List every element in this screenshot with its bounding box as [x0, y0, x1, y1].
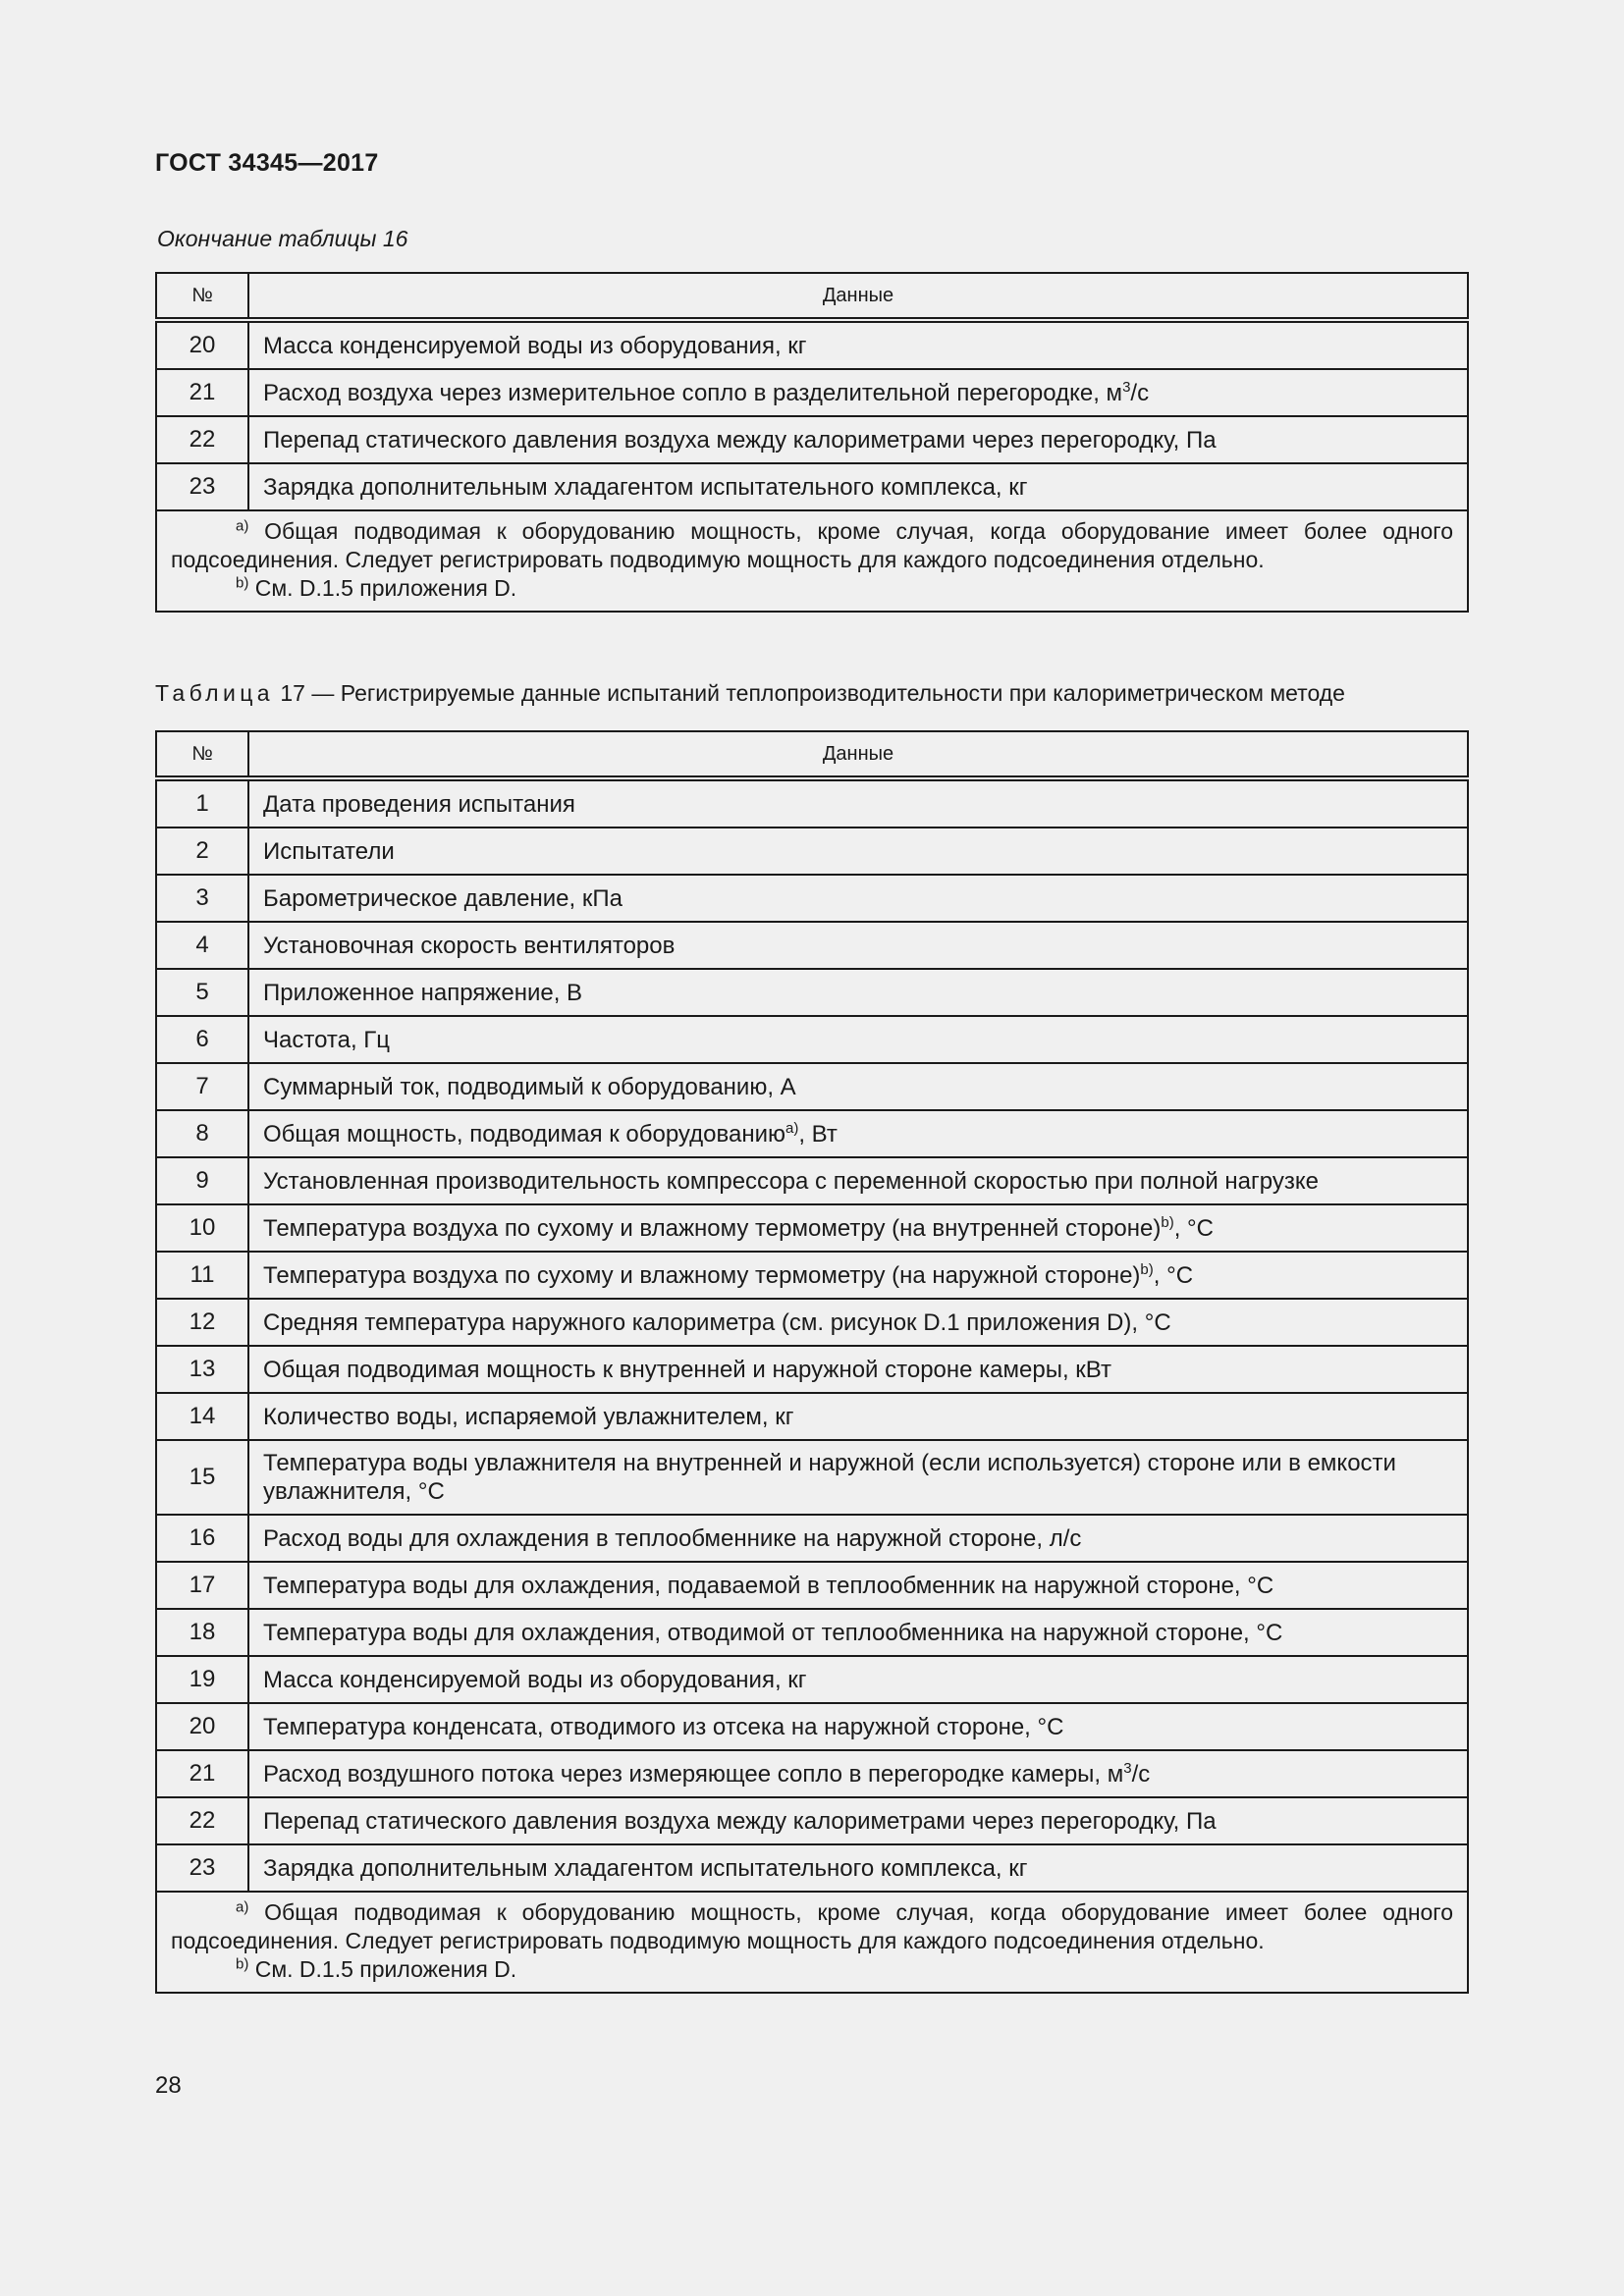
- table-16-continuation-label: Окончание таблицы 16: [157, 226, 408, 251]
- row-number: 2: [156, 828, 248, 875]
- table-row: [156, 828, 1468, 875]
- footnote-a: [171, 1898, 1453, 1955]
- table-row: [156, 875, 1468, 922]
- row-number: 17: [156, 1562, 248, 1609]
- row-text: Перепад статического давления воздуха между калориметрами через перегородку, Па: [263, 1807, 1217, 1835]
- table-row: [156, 463, 1468, 510]
- row-number: 4: [156, 922, 248, 969]
- row-description: [248, 778, 1468, 828]
- row-number: 22: [156, 416, 248, 463]
- row-number: 10: [156, 1204, 248, 1252]
- row-description: [248, 1346, 1468, 1393]
- row-text: Установочная скорость вентиляторов: [263, 932, 676, 959]
- table-row: [156, 1110, 1468, 1157]
- row-description: [248, 1299, 1468, 1346]
- table-17-caption-word: Таблица: [155, 680, 274, 706]
- footnote-b-mark: b): [236, 1955, 249, 1973]
- table-notes-row: [156, 1892, 1468, 1993]
- row-number: 3: [156, 875, 248, 922]
- row-description: [248, 922, 1468, 969]
- row-description: [248, 828, 1468, 875]
- table-header-row: [156, 273, 1468, 320]
- row-text-suffix: , °С: [1173, 1214, 1214, 1242]
- column-header-data: Данные: [248, 273, 1468, 320]
- footnote-b-text: См. D.1.5 приложения D.: [248, 575, 517, 601]
- row-number: 22: [156, 1797, 248, 1844]
- row-description: [248, 1440, 1468, 1515]
- row-number: 19: [156, 1656, 248, 1703]
- table-row: [156, 1157, 1468, 1204]
- table-notes: [156, 1892, 1468, 1993]
- row-text: Температура конденсата, отводимого из отсека на наружной стороне, °С: [263, 1713, 1064, 1740]
- row-description: [248, 969, 1468, 1016]
- table-row: [156, 1703, 1468, 1750]
- table-row: [156, 320, 1468, 369]
- row-number: 23: [156, 463, 248, 510]
- row-text-suffix: /с: [1131, 1760, 1151, 1788]
- table-row: [156, 1562, 1468, 1609]
- row-text-suffix: , °С: [1153, 1261, 1194, 1289]
- row-number: 16: [156, 1515, 248, 1562]
- table-row: [156, 1797, 1468, 1844]
- row-description: [248, 1703, 1468, 1750]
- row-text: Общая мощность, подводимая к оборудованию: [263, 1120, 785, 1148]
- footnote-b-text: См. D.1.5 приложения D.: [248, 1956, 517, 1982]
- row-number: 12: [156, 1299, 248, 1346]
- table-row: [156, 1299, 1468, 1346]
- column-header-number: №: [156, 731, 248, 778]
- row-description: [248, 416, 1468, 463]
- table-17-caption-title: 17 — Регистрируемые данные испытаний теплопроизводительности при калориметрическом методе: [273, 680, 1345, 706]
- table-row: [156, 1252, 1468, 1299]
- row-text: Средняя температура наружного калориметра (см. рисунок D.1 приложения D), °С: [263, 1308, 1171, 1336]
- row-text: Испытатели: [263, 837, 395, 865]
- row-superscript: b): [1161, 1213, 1174, 1231]
- footnote-b: [171, 574, 1453, 603]
- column-header-data: Данные: [248, 731, 1468, 778]
- table-row: [156, 1063, 1468, 1110]
- row-superscript: 3: [1122, 378, 1131, 396]
- row-text-suffix: /с: [1130, 379, 1150, 406]
- row-text: Общая подводимая мощность к внутренней и наружной стороне камеры, кВт: [263, 1356, 1112, 1383]
- table-row: [156, 1440, 1468, 1515]
- row-description: [248, 1252, 1468, 1299]
- row-number: 8: [156, 1110, 248, 1157]
- row-number: 11: [156, 1252, 248, 1299]
- footnote-b-mark: b): [236, 574, 249, 592]
- row-description: [248, 320, 1468, 369]
- table-row: [156, 1204, 1468, 1252]
- footnote-b: [171, 1955, 1453, 1984]
- row-description: [248, 1656, 1468, 1703]
- row-text: Расход воздушного потока через измеряющее сопло в перегородке камеры, м: [263, 1760, 1124, 1788]
- table-row: [156, 922, 1468, 969]
- row-description: [248, 463, 1468, 510]
- row-number: 21: [156, 369, 248, 416]
- row-description: [248, 875, 1468, 922]
- row-text: Перепад статического давления воздуха между калориметрами через перегородку, Па: [263, 426, 1217, 454]
- footnote-a-mark: a): [236, 517, 249, 535]
- row-description: [248, 1844, 1468, 1892]
- row-text: Приложенное напряжение, В: [263, 979, 583, 1006]
- row-number: 15: [156, 1440, 248, 1515]
- row-number: 9: [156, 1157, 248, 1204]
- row-description: [248, 369, 1468, 416]
- page-number: 28: [155, 2072, 182, 2099]
- table-row: [156, 1393, 1468, 1440]
- row-description: [248, 1515, 1468, 1562]
- row-text: Зарядка дополнительным хладагентом испытательного комплекса, кг: [263, 473, 1028, 501]
- row-text: Расход воздуха через измерительное сопло в разделительной перегородке, м: [263, 379, 1123, 406]
- table-row: [156, 369, 1468, 416]
- row-text: Дата проведения испытания: [263, 790, 575, 818]
- table-16: [155, 272, 1469, 613]
- row-description: [248, 1797, 1468, 1844]
- table-row: [156, 1346, 1468, 1393]
- row-description: [248, 1750, 1468, 1797]
- footnote-a-text: Общая подводимая к оборудованию мощность, кроме случая, когда оборудование имеет более одного подсоединения. Следует регистрировать подводимую мощность для каждого подсоединения отдельно.: [171, 518, 1453, 572]
- row-number: 7: [156, 1063, 248, 1110]
- table-row: [156, 1656, 1468, 1703]
- row-description: [248, 1609, 1468, 1656]
- footnote-a: [171, 517, 1453, 574]
- row-text: Масса конденсируемой воды из оборудования, кг: [263, 1666, 807, 1693]
- row-text: Расход воды для охлаждения в теплообменнике на наружной стороне, л/с: [263, 1524, 1082, 1552]
- row-number: 5: [156, 969, 248, 1016]
- table-row: [156, 1844, 1468, 1892]
- table-row: [156, 778, 1468, 828]
- table-row: [156, 416, 1468, 463]
- table-row: [156, 969, 1468, 1016]
- row-superscript: b): [1140, 1260, 1154, 1278]
- row-number: 14: [156, 1393, 248, 1440]
- table-notes-row: [156, 510, 1468, 612]
- table-notes: [156, 510, 1468, 612]
- row-text: Температура воды для охлаждения, отводимой от теплообменника на наружной стороне, °С: [263, 1619, 1283, 1646]
- table-row: [156, 1609, 1468, 1656]
- row-number: 20: [156, 1703, 248, 1750]
- row-description: [248, 1063, 1468, 1110]
- row-number: 13: [156, 1346, 248, 1393]
- column-header-number: №: [156, 273, 248, 320]
- footnote-a-text: Общая подводимая к оборудованию мощность, кроме случая, когда оборудование имеет более одного подсоединения. Следует регистрировать подводимую мощность для каждого подсоединения отдельно.: [171, 1899, 1453, 1953]
- row-superscript: a): [785, 1119, 799, 1137]
- row-number: 6: [156, 1016, 248, 1063]
- row-text: Температура воздуха по сухому и влажному термометру (на внутренней стороне): [263, 1214, 1162, 1242]
- document-id: ГОСТ 34345—2017: [155, 149, 379, 177]
- row-superscript: 3: [1123, 1759, 1132, 1777]
- row-text-suffix: , Вт: [798, 1120, 838, 1148]
- row-number: 1: [156, 778, 248, 828]
- row-text: Температура воды для охлаждения, подаваемой в теплообменник на наружной стороне, °С: [263, 1572, 1274, 1599]
- row-description: [248, 1204, 1468, 1252]
- row-description: [248, 1562, 1468, 1609]
- table-row: [156, 1750, 1468, 1797]
- row-text: Масса конденсируемой воды из оборудования, кг: [263, 332, 807, 359]
- row-text: Зарядка дополнительным хладагентом испытательного комплекса, кг: [263, 1854, 1028, 1882]
- table-17-caption: [155, 680, 1345, 707]
- row-number: 18: [156, 1609, 248, 1656]
- table-header-row: [156, 731, 1468, 778]
- table-row: [156, 1016, 1468, 1063]
- row-description: [248, 1016, 1468, 1063]
- table-17: [155, 730, 1469, 1994]
- row-text: Установленная производительность компрессора с переменной скоростью при полной нагрузке: [263, 1167, 1319, 1195]
- row-description: [248, 1157, 1468, 1204]
- row-description: [248, 1110, 1468, 1157]
- row-text: Суммарный ток, подводимый к оборудованию, А: [263, 1073, 796, 1100]
- row-number: 23: [156, 1844, 248, 1892]
- row-description: [248, 1393, 1468, 1440]
- row-text: Температура воздуха по сухому и влажному термометру (на наружной стороне): [263, 1261, 1141, 1289]
- row-text: Барометрическое давление, кПа: [263, 884, 623, 912]
- row-number: 20: [156, 320, 248, 369]
- row-number: 21: [156, 1750, 248, 1797]
- table-row: [156, 1515, 1468, 1562]
- row-text: Количество воды, испаряемой увлажнителем, кг: [263, 1403, 794, 1430]
- row-text: Частота, Гц: [263, 1026, 391, 1053]
- row-text: Температура воды увлажнителя на внутренней и наружной (если используется) стороне или в емкости увлажнителя, °С: [263, 1450, 1396, 1505]
- footnote-a-mark: a): [236, 1898, 249, 1916]
